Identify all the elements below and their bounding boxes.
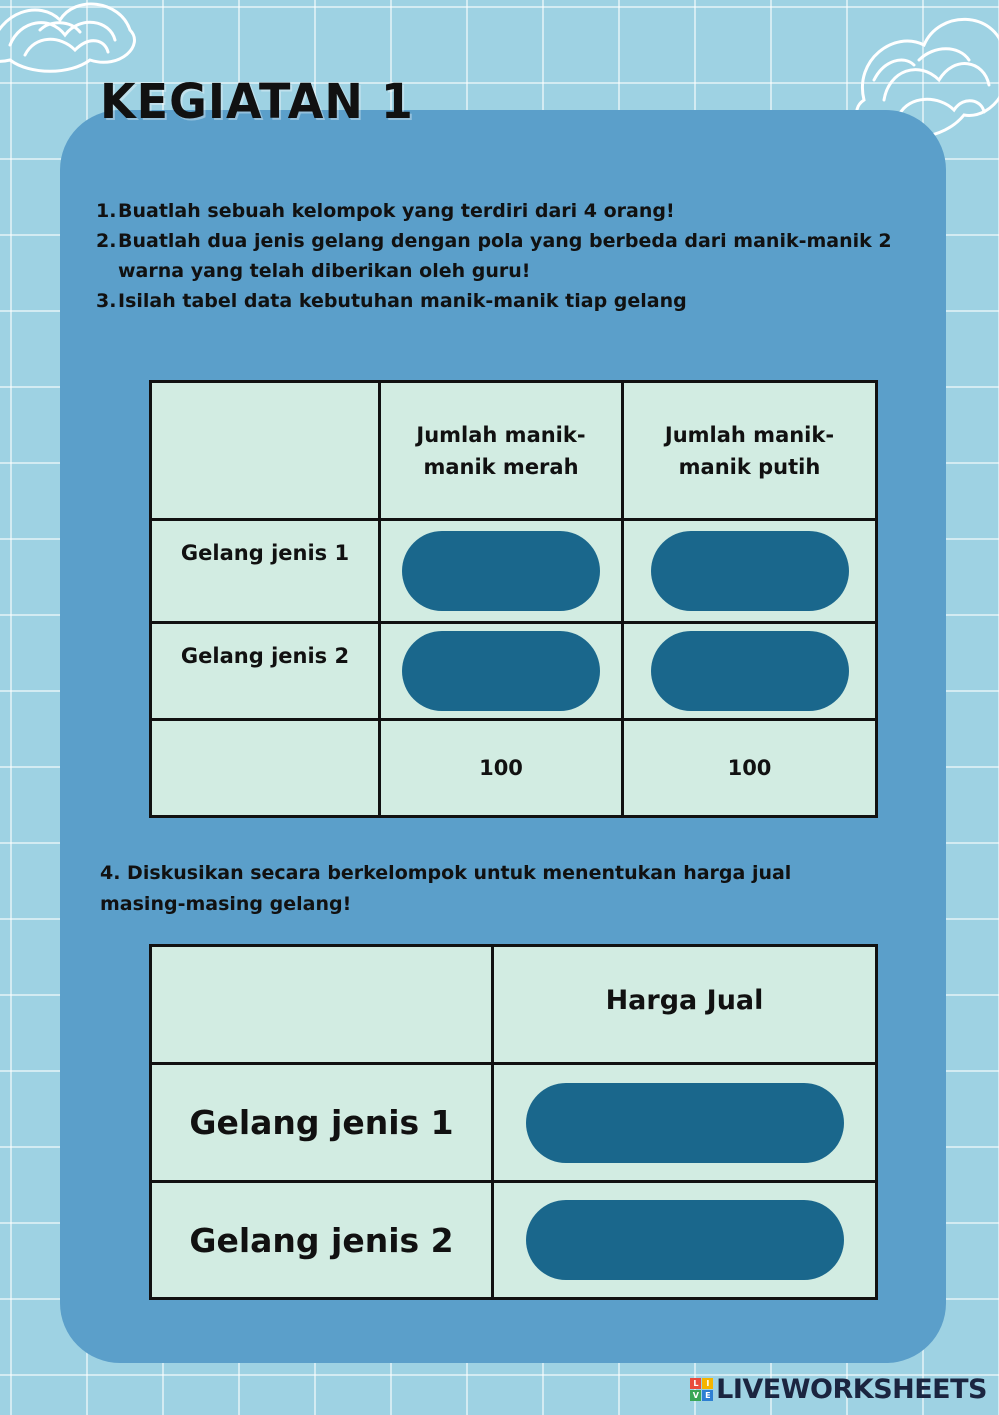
empty-header-cell	[151, 946, 493, 1064]
instruction-text: Buatlah sebuah kelompok yang terdiri dari 4 orang!	[118, 200, 675, 222]
total-white-beads: 100	[623, 720, 877, 817]
table-row	[151, 1064, 877, 1182]
logo-mark-letter: L	[690, 1378, 701, 1389]
instruction-item	[96, 286, 946, 316]
liveworksheets-logo	[690, 1374, 987, 1405]
table-row	[151, 623, 877, 720]
liveworksheets-logo-mark	[690, 1378, 713, 1401]
row-label-bracelet-2: Gelang jenis 2	[151, 1182, 493, 1299]
price-table	[149, 944, 878, 1300]
empty-total-label-cell	[151, 720, 380, 817]
liveworksheets-logo-text: LIVEWORKSHEETS	[716, 1374, 987, 1405]
cell-red-bracelet-1	[380, 520, 623, 623]
price-bracelet-2-input[interactable]	[526, 1200, 844, 1280]
scribble-cloud-decoration	[0, 0, 150, 80]
cell-red-bracelet-2	[380, 623, 623, 720]
instruction-item	[96, 226, 946, 286]
table-row	[151, 1182, 877, 1299]
white-beads-bracelet-2-input[interactable]	[651, 631, 849, 711]
row-label-bracelet-2: Gelang jenis 2	[151, 623, 380, 720]
cell-white-bracelet-1	[623, 520, 877, 623]
header-white-beads: Jumlah manik-manik putih	[623, 382, 877, 520]
white-beads-bracelet-1-input[interactable]	[651, 531, 849, 611]
cell-price-bracelet-1	[493, 1064, 877, 1182]
page-title: KEGIATAN 1	[100, 72, 414, 130]
instruction-number: 3.	[96, 290, 117, 312]
table-header-row	[151, 382, 877, 520]
cell-white-bracelet-2	[623, 623, 877, 720]
table-row	[151, 720, 877, 817]
instruction-text: Isilah tabel data kebutuhan manik-manik tiap gelang	[118, 290, 687, 312]
table-row	[151, 520, 877, 623]
total-red-beads: 100	[380, 720, 623, 817]
red-beads-bracelet-1-input[interactable]	[402, 531, 600, 611]
instruction-item	[96, 196, 946, 226]
red-beads-bracelet-2-input[interactable]	[402, 631, 600, 711]
header-selling-price: Harga Jual	[493, 946, 877, 1064]
logo-mark-letter: I	[702, 1378, 713, 1389]
table-header-row	[151, 946, 877, 1064]
header-red-beads: Jumlah manik-manik merah	[380, 382, 623, 520]
price-bracelet-1-input[interactable]	[526, 1083, 844, 1163]
logo-mark-letter: E	[702, 1390, 713, 1401]
instruction-number: 1.	[96, 200, 117, 222]
row-label-bracelet-1: Gelang jenis 1	[151, 1064, 493, 1182]
cell-price-bracelet-2	[493, 1182, 877, 1299]
instruction-step-4: 4. Diskusikan secara berkelompok untuk menentukan harga jual masing-masing gelang!	[100, 862, 792, 915]
instruction-list	[96, 196, 946, 316]
row-label-bracelet-1: Gelang jenis 1	[151, 520, 380, 623]
logo-mark-letter: V	[690, 1390, 701, 1401]
instruction-number: 2.	[96, 230, 117, 252]
bead-count-table	[149, 380, 878, 818]
empty-header-cell	[151, 382, 380, 520]
instruction-text: Buatlah dua jenis gelang dengan pola yang berbeda dari manik-manik 2 warna yang telah diberikan oleh guru!	[118, 230, 892, 282]
